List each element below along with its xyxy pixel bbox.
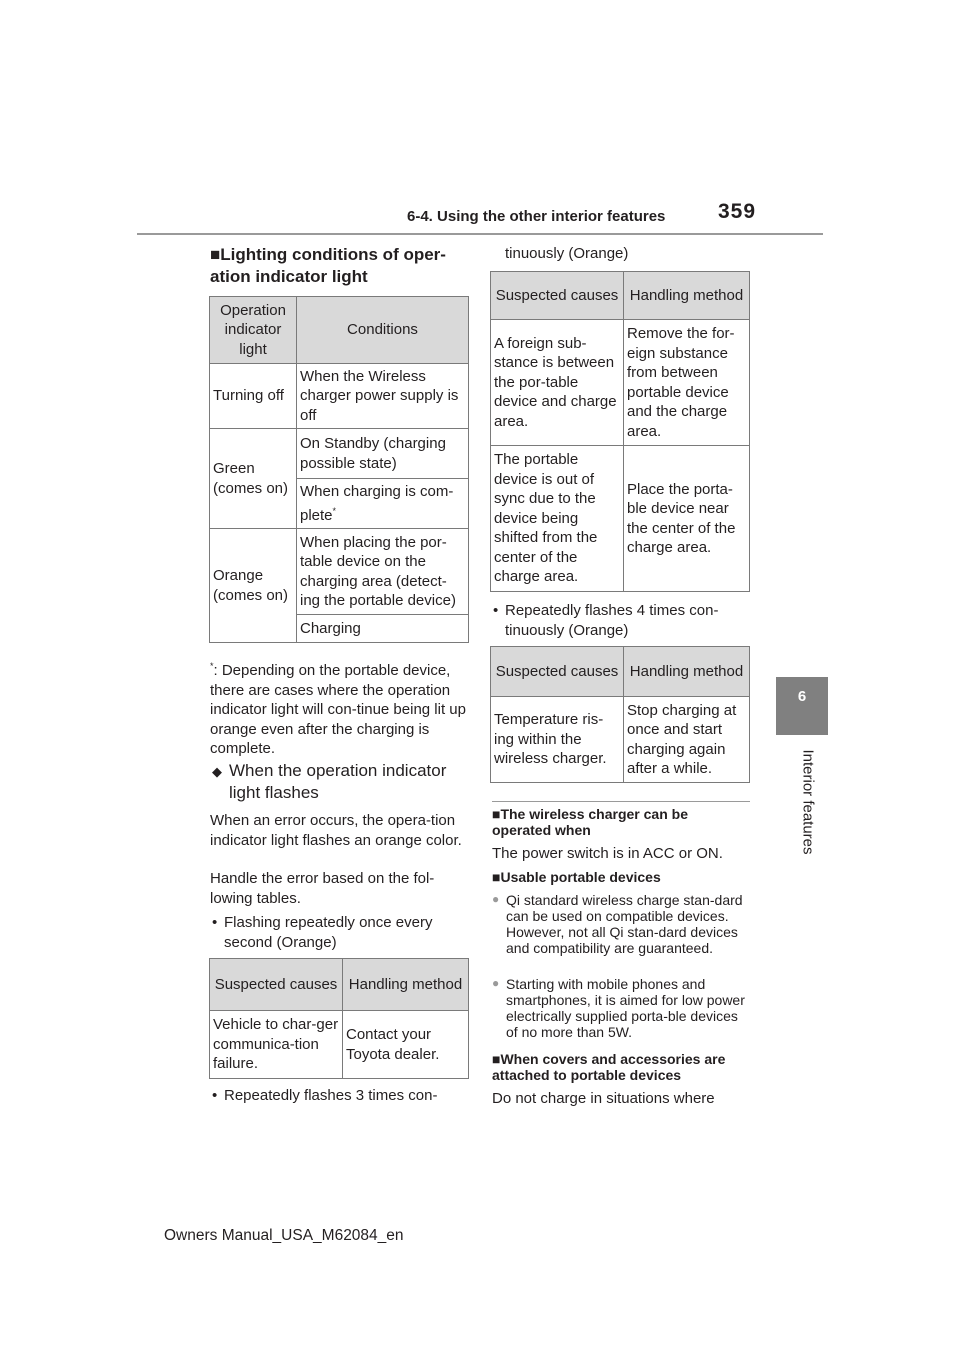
circle-bullet-icon: ● <box>492 892 500 906</box>
footnote <box>210 657 470 759</box>
table-header-cell: Handling method <box>624 272 750 320</box>
note-usable-item-2: Starting with mobile phones and smartphones, it is aimed for low power electrically supplied porta-ble devices of no more than 5W. <box>506 976 745 1040</box>
table-header-row <box>210 959 469 1011</box>
table-cell: Turning off <box>210 364 297 429</box>
note-usable-item-1: Qi standard wireless charge stan-dard can be used on compatible devices. However, not all Qi stan-dard devices and compatibility are guaranteed. <box>506 892 743 956</box>
table-header-row <box>491 272 750 320</box>
table-header-cell: Conditions <box>297 297 469 364</box>
bullet-flash-3-start: Repeatedly flashes 3 times con- <box>224 1087 438 1104</box>
bullet-flash-3-end: tinuously (Orange) <box>505 245 629 262</box>
table-cell <box>297 479 469 529</box>
table-cell: Contact your Toyota dealer. <box>343 1011 469 1079</box>
table-row <box>210 529 469 615</box>
table-header-row <box>491 647 750 697</box>
chapter-label-text: Interior features <box>799 749 817 855</box>
page-number: 359 <box>718 200 757 223</box>
table-cell: Remove the for-eign substance from between portable device and the charge area. <box>624 320 750 446</box>
note-heading-operated-when: ■The wireless charger can be operated when <box>492 806 688 838</box>
table-cell: When the Wireless charger power supply is off <box>297 364 469 429</box>
table-cell: Stop charging at once and start charging again after a while. <box>624 697 750 783</box>
bullet-dot: • <box>493 602 499 619</box>
table-cell: Temperature ris-ing within the wireless charger. <box>491 697 624 783</box>
flash-intro: When an error occurs, the opera-tion indicator light flashes an orange color. <box>210 812 462 849</box>
table-cell: Vehicle to char-ger communica-tion failure. <box>210 1011 343 1079</box>
footer-doc-id: Owners Manual_USA_M62084_en <box>164 1227 404 1244</box>
diamond-bullet-icon: ◆ <box>212 764 222 779</box>
footnote-text: : Depending on the portable device, there are cases where the operation indicator light will con-tinue being lit up orange even after the charging is complete. <box>210 662 466 757</box>
table-header-cell: Suspected causes <box>491 647 624 697</box>
table-row <box>210 429 469 479</box>
table-cell: On Standby (charging possible state) <box>297 429 469 479</box>
table-cell: Charging <box>297 615 469 643</box>
bullet-flash-once: Flashing repeatedly once every second (Orange) <box>224 914 433 951</box>
header-divider <box>137 233 823 235</box>
table-cell: When placing the por-table device on the charging area (detect-ing the portable device) <box>297 529 469 615</box>
circle-bullet-icon: ● <box>492 976 500 990</box>
table-row <box>491 446 750 592</box>
table-row <box>491 697 750 783</box>
note-text-operated-when: The power switch is in ACC or ON. <box>492 845 723 862</box>
note-heading-covers: ■When covers and accessories are attached to portable devices <box>492 1051 726 1083</box>
table-row <box>491 320 750 446</box>
table-flash-4 <box>490 646 750 783</box>
bullet-dot: • <box>212 914 218 931</box>
table-header-cell: Suspected causes <box>210 959 343 1011</box>
bullet-dot: • <box>212 1087 218 1104</box>
table-header-row <box>210 297 469 364</box>
table-cell: A foreign sub-stance is between the por-table device and charge area. <box>491 320 624 446</box>
note-heading-usable-devices: ■Usable portable devices <box>492 869 661 885</box>
table-header-cell: Suspected causes <box>491 272 624 320</box>
table-header-cell: Handling method <box>343 959 469 1011</box>
table-cell: Place the porta-ble device near the center of the charge area. <box>624 446 750 592</box>
footnote-mark: * <box>210 661 214 671</box>
flash-intro-2: Handle the error based on the fol-lowing tables. <box>210 870 435 907</box>
table-flash-3 <box>490 271 750 592</box>
footnote-mark: * <box>332 505 337 516</box>
chapter-tab: 6 <box>776 677 828 735</box>
table-header-cell: Handling method <box>624 647 750 697</box>
table-cell: The portable device is out of sync due to the device being shifted from the center of the charge area. <box>491 446 624 592</box>
section-title: 6-4. Using the other interior features <box>407 208 666 225</box>
lighting-heading: ■Lighting conditions of oper-ation indicator light <box>210 245 446 286</box>
table-row <box>210 364 469 429</box>
table-flash-once <box>209 958 469 1079</box>
table-header-cell: Operation indicator light <box>210 297 297 364</box>
cell-text: When charging is com-plete <box>300 483 454 524</box>
note-text-covers: Do not charge in situations where <box>492 1090 715 1107</box>
table-row <box>210 1011 469 1079</box>
lighting-table <box>209 296 469 643</box>
table-cell: Green (comes on) <box>210 429 297 529</box>
bullet-flash-4: Repeatedly flashes 4 times con-tinuously (Orange) <box>505 602 719 639</box>
chapter-label <box>758 738 858 866</box>
notes-divider <box>492 801 750 802</box>
flash-heading: When the operation indicator light flashes <box>229 761 447 802</box>
table-cell: Orange (comes on) <box>210 529 297 643</box>
